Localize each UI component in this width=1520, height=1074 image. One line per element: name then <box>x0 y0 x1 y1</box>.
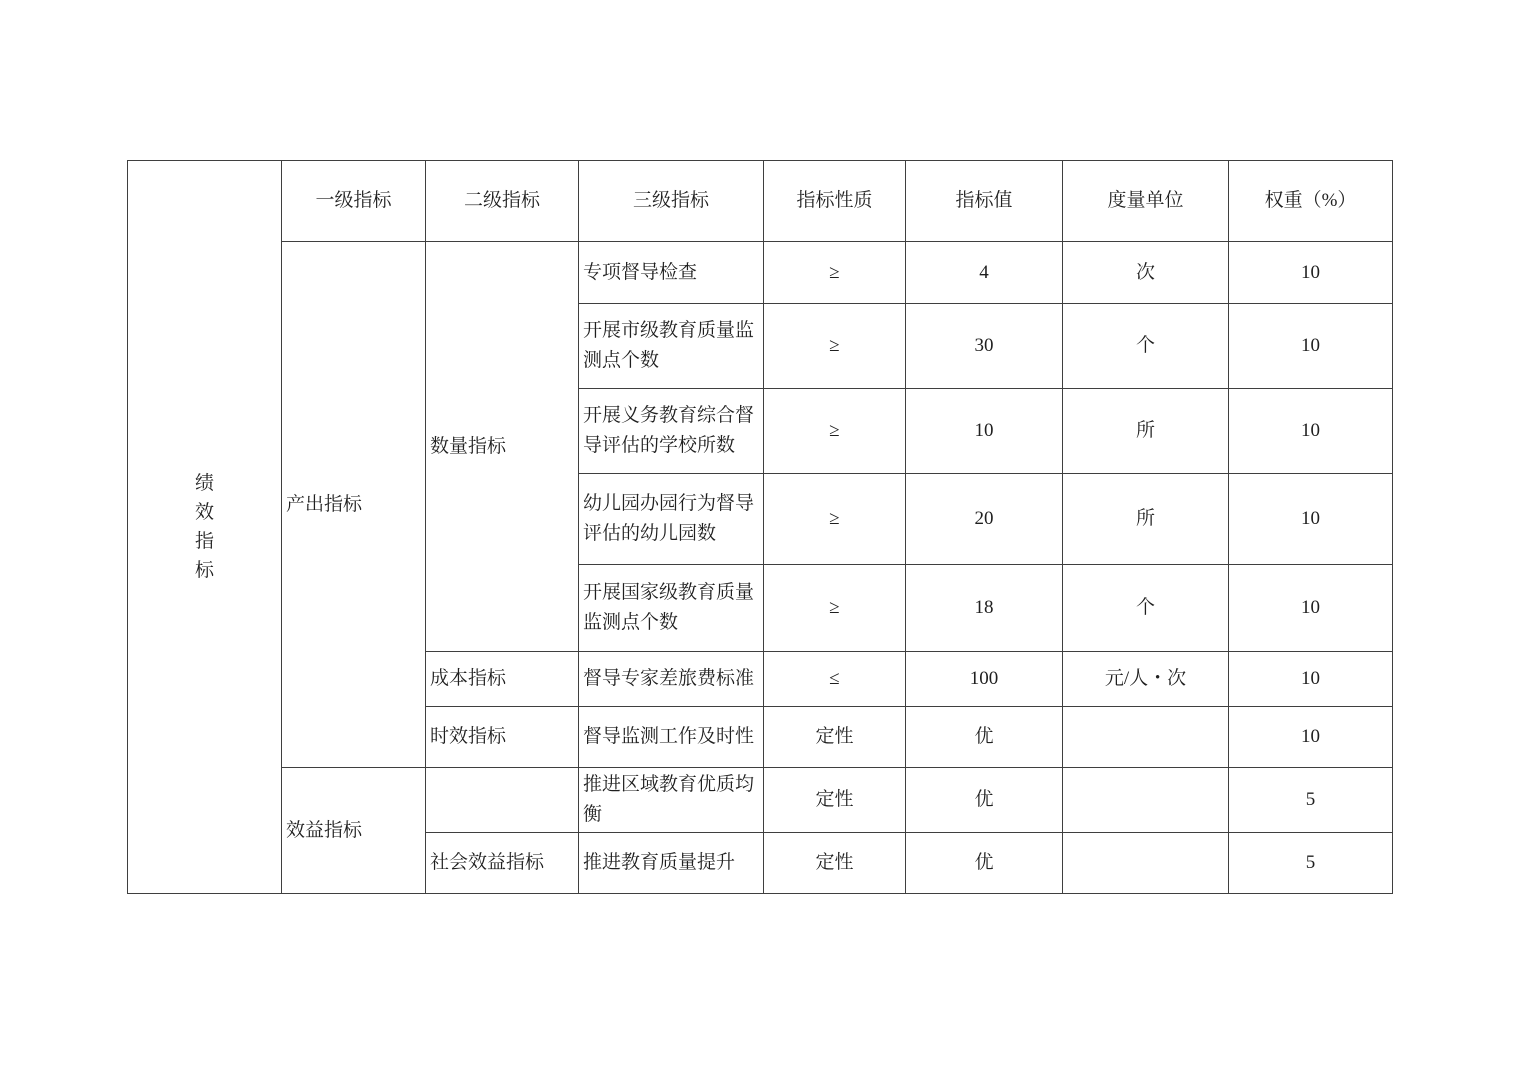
value-cell: 20 <box>906 474 1063 565</box>
nature-cell: ≥ <box>764 242 906 304</box>
unit-cell <box>1063 768 1229 833</box>
value-cell: 优 <box>906 768 1063 833</box>
corner-char: 效 <box>194 501 214 523</box>
weight-cell: 10 <box>1229 304 1393 389</box>
unit-cell: 元/人・次 <box>1063 652 1229 707</box>
tier3-cell: 开展义务教育综合督导评估的学校所数 <box>579 389 764 474</box>
value-cell: 4 <box>906 242 1063 304</box>
nature-cell: ≥ <box>764 474 906 565</box>
unit-cell <box>1063 833 1229 894</box>
performance-indicator-label-cell <box>128 161 282 894</box>
unit-cell <box>1063 707 1229 768</box>
tier1-cell-output: 产出指标 <box>282 242 426 768</box>
header-weight: 权重（%） <box>1229 161 1393 242</box>
nature-cell: ≥ <box>764 389 906 474</box>
tier3-cell: 推进区域教育优质均衡 <box>579 768 764 833</box>
tier2-cell-social-benefit: 社会效益指标 <box>426 833 579 894</box>
performance-indicator-label <box>128 474 281 581</box>
tier3-cell: 督导监测工作及时性 <box>579 707 764 768</box>
unit-cell: 个 <box>1063 304 1229 389</box>
value-cell: 30 <box>906 304 1063 389</box>
weight-cell: 10 <box>1229 707 1393 768</box>
header-tier2: 二级指标 <box>426 161 579 242</box>
corner-char: 标 <box>194 559 214 581</box>
header-unit: 度量单位 <box>1063 161 1229 242</box>
value-cell: 优 <box>906 833 1063 894</box>
weight-cell: 10 <box>1229 652 1393 707</box>
header-row <box>128 161 1393 242</box>
header-nature: 指标性质 <box>764 161 906 242</box>
tier2-cell-quantity: 数量指标 <box>426 242 579 652</box>
header-value: 指标值 <box>906 161 1063 242</box>
tier2-cell-cost: 成本指标 <box>426 652 579 707</box>
nature-cell: ≥ <box>764 304 906 389</box>
tier2-cell-empty <box>426 768 579 833</box>
value-cell: 18 <box>906 565 1063 652</box>
header-tier3: 三级指标 <box>579 161 764 242</box>
weight-cell: 5 <box>1229 833 1393 894</box>
table-row <box>128 768 1393 833</box>
nature-cell: ≤ <box>764 652 906 707</box>
performance-indicator-table <box>127 160 1393 894</box>
tier3-cell: 开展市级教育质量监测点个数 <box>579 304 764 389</box>
table-row <box>128 242 1393 304</box>
value-cell: 100 <box>906 652 1063 707</box>
weight-cell: 5 <box>1229 768 1393 833</box>
unit-cell: 个 <box>1063 565 1229 652</box>
unit-cell: 次 <box>1063 242 1229 304</box>
tier1-cell-benefit: 效益指标 <box>282 768 426 894</box>
unit-cell: 所 <box>1063 389 1229 474</box>
header-tier1: 一级指标 <box>282 161 426 242</box>
tier2-cell-timeliness: 时效指标 <box>426 707 579 768</box>
tier3-cell: 幼儿园办园行为督导评估的幼儿园数 <box>579 474 764 565</box>
nature-cell: ≥ <box>764 565 906 652</box>
weight-cell: 10 <box>1229 242 1393 304</box>
nature-cell: 定性 <box>764 833 906 894</box>
tier3-cell: 推进教育质量提升 <box>579 833 764 894</box>
nature-cell: 定性 <box>764 707 906 768</box>
tier3-cell: 专项督导检查 <box>579 242 764 304</box>
weight-cell: 10 <box>1229 389 1393 474</box>
value-cell: 优 <box>906 707 1063 768</box>
nature-cell: 定性 <box>764 768 906 833</box>
weight-cell: 10 <box>1229 474 1393 565</box>
corner-char: 指 <box>194 530 214 552</box>
tier3-cell: 督导专家差旅费标准 <box>579 652 764 707</box>
value-cell: 10 <box>906 389 1063 474</box>
unit-cell: 所 <box>1063 474 1229 565</box>
corner-char: 绩 <box>194 472 214 494</box>
weight-cell: 10 <box>1229 565 1393 652</box>
tier3-cell: 开展国家级教育质量监测点个数 <box>579 565 764 652</box>
